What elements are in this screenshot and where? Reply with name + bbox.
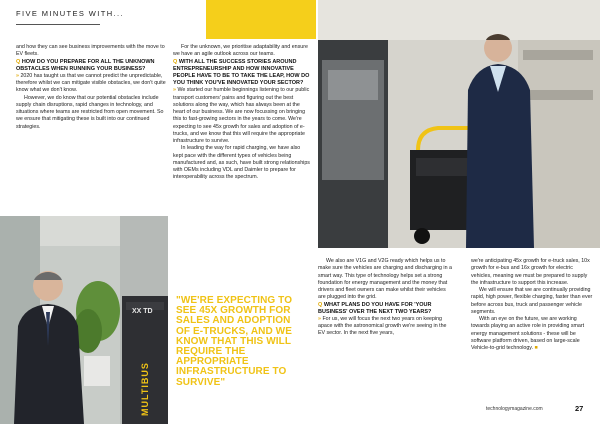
q-icon: Q [318, 301, 323, 308]
column-1 [16, 44, 166, 131]
question-1 [16, 59, 166, 73]
question-2 [173, 59, 311, 88]
charger-brand-label: MULTIBUS [140, 362, 150, 416]
col4-para-2: We will ensure that we are continually providing rapid, high power, flexible charging, faster than ever before across bus, truck and passenger vehicle segments. [471, 287, 593, 315]
answer-2-para-2: In leading the way for rapid charging, we have also kept pace with the different types of vehicles being manufactured and, as such, have built strong relationships with OEMs including VDL and Daimler to prepare for interoperability across the spectrum. [173, 145, 310, 181]
answer-arrow-icon: » [16, 72, 19, 79]
pull-quote: "WE'RE EXPECTING TO SEE 45X GROWTH FOR SALES AND ADOPTION OF E-TRUCKS, AND WE KNOW THAT THIS WILL REQUIRE THE APPROPRIATE INFRASTRUCTURE TO SURVIVE" [176, 295, 293, 388]
answer-arrow-icon: » [318, 315, 321, 322]
question-3 [318, 302, 454, 316]
section-title: FIVE MINUTES WITH... [16, 9, 124, 18]
footer-site: technologymagazine.com [486, 406, 543, 412]
answer-1-para-1: » 2020 has taught us that we cannot predict the unpredictable, therefore whilst we can mitigate visible obstacles, we don't quite know what we don't know. [16, 72, 166, 94]
answer-arrow-icon: » [173, 87, 176, 94]
q-icon: Q [16, 58, 21, 65]
accent-bar [206, 0, 316, 39]
col4-para-3: With an eye on the future, we are working towards playing an active role in providing smart energy management solutions - these will be software platform driven, based on large-scale Vehicle-to-grid technology. ■ [471, 316, 585, 351]
photo-person-with-charger [0, 216, 168, 424]
end-mark-icon: ■ [534, 345, 538, 351]
col3-para-1: We also are V1G and V2G ready which helps us to make sure the vehicles are charging and discharging in a smart way. This type of technology helps set a strong foundation for energy management and the money that drivers and fleet owners can make whilst their vehicles are plugged into the grid. [318, 258, 452, 301]
col1-intro: and how they can see business improvements with the move to EV fleets. [16, 44, 165, 58]
page-number: 27 [575, 404, 584, 413]
col2-intro: For the unknown, we prioritise adaptability and ensure we have an agile outlook across our teams. [173, 44, 308, 58]
answer-3-para-1: » For us, we will focus the next two years on keeping apace with the astronomical growth we're seeing in the EV sector. In the next five years, [318, 315, 447, 337]
photo-right-illustration [318, 0, 600, 248]
question-2-text: WITH ALL THE SUCCESS STORIES AROUND ENTREPRENEURSHIP AND HOW INNOVATIVE PEOPLE HAVE TO BE TO TAKE THE LEAP, HOW DO YOU THINK YOU'VE INNOVATED YOUR SECTOR? [173, 58, 310, 87]
question-1-text: HOW DO YOU PREPARE FOR ALL THE UNKNOWN OBSTACLES WHEN RUNNING YOUR BUSINESS? [16, 58, 155, 72]
charger-top-label: XX TD [132, 308, 153, 315]
question-3-text: WHAT PLANS DO YOU HAVE FOR 'YOUR BUSINESS' OVER THE NEXT TWO YEARS? [318, 301, 432, 315]
column-4 [471, 258, 593, 352]
photo-person-with-mobile-charger [318, 0, 600, 248]
q-icon: Q [173, 58, 178, 65]
column-3 [318, 258, 454, 338]
header-rule [16, 24, 100, 25]
column-2 [173, 44, 311, 182]
answer-1-para-2: However, we do know that our potential obstacles include supply chain disruptions, rapid changes in technology, and situations where teams are restricted from open movement. So we ensure that mitigating these is built into our continued strategies. [16, 94, 164, 130]
col4-para-1: we're anticipating 45x growth for e-truck sales, 10x growth for e-bus and 16x growth for electric vehicles, meaning we must be prepared to supply the infrastructure to support this increase. [471, 258, 590, 286]
answer-2-para-1: » We started our humble beginnings listening to our public transport customers' pains and figuring out the best solutions along the way, which has always been at the heart of our business. We are now focussing on bringing this to fast-growing sectors in the years to come. We're expecting to see 45x growth for sales and adoption of e-trucks, and we know that this will require the appropriate infrastructure to survive. [173, 87, 310, 145]
